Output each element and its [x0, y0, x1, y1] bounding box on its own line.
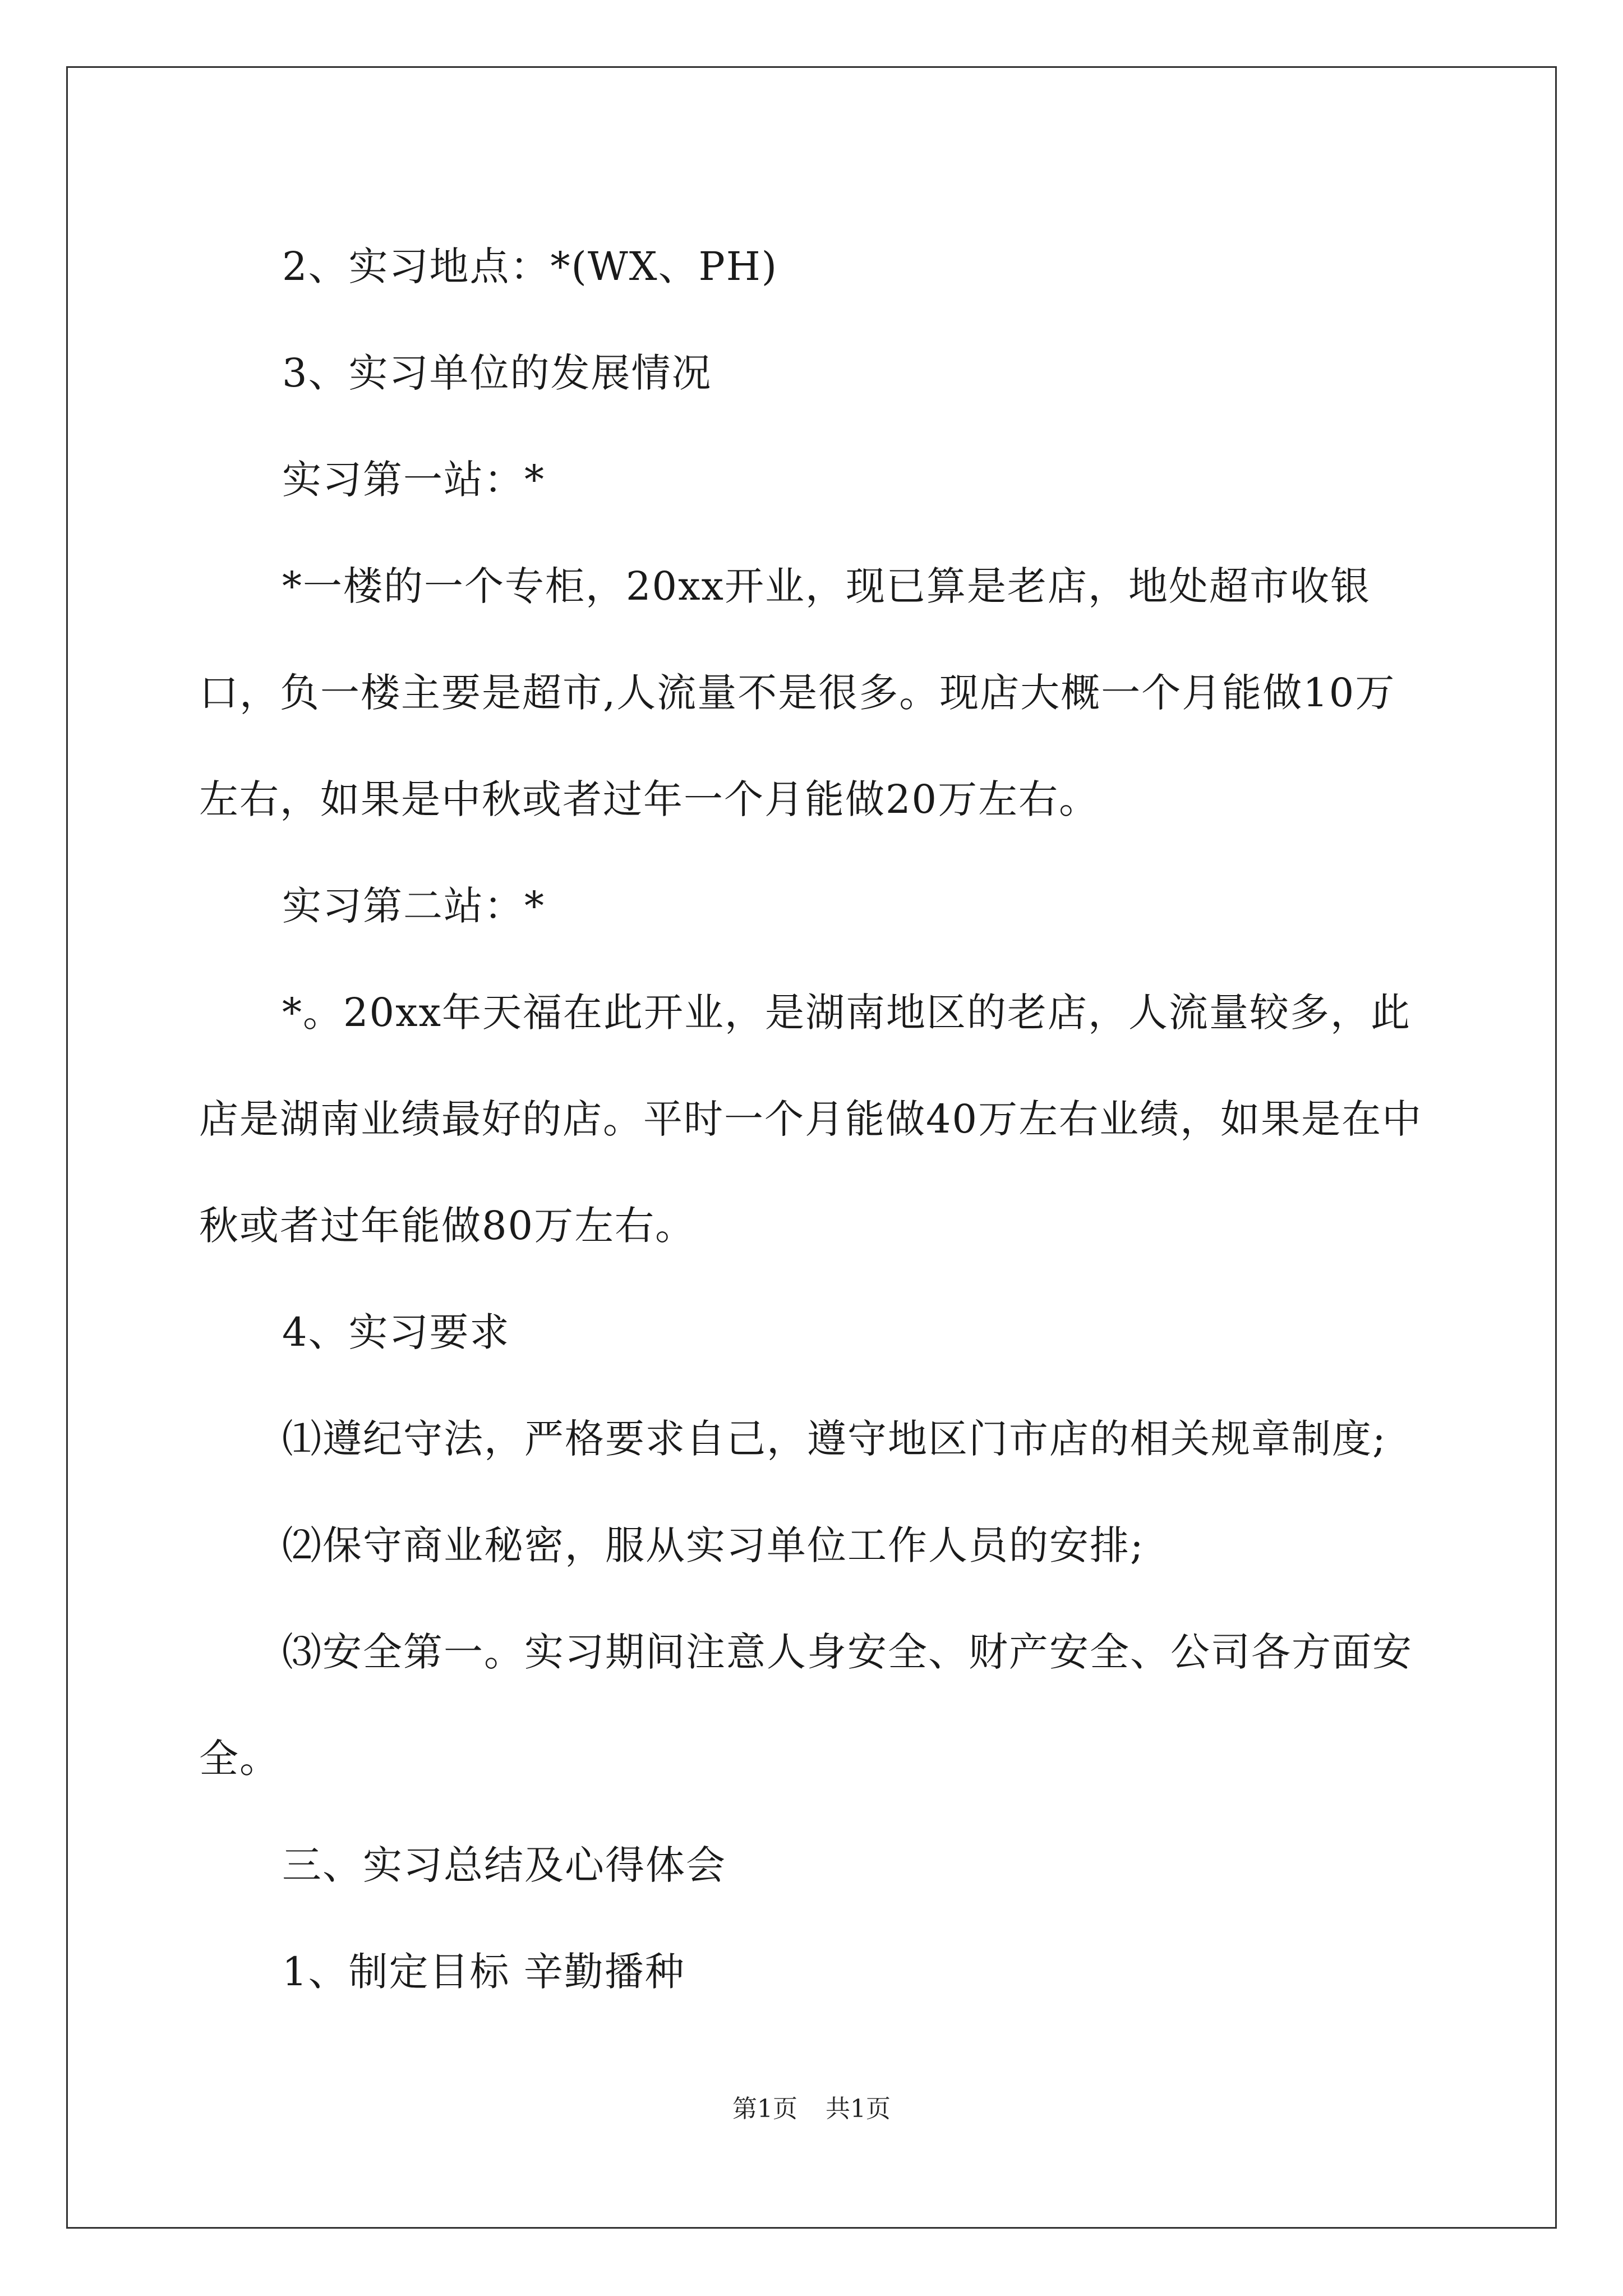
- paragraph-summary: 三、实习总结及心得体会: [282, 1842, 726, 1888]
- paragraph-req2: ⑵保守商业秘密，服从实习单位工作人员的安排;: [282, 1522, 1145, 1568]
- paragraph-station2-body: *。20xx年天福在此开业，是湖南地区的老店，人流量较多，此店是湖南业绩最好的店。平时一个月能做40万左右业绩，如果是在中秋或者过年能做80万左右。: [199, 990, 1423, 1249]
- page-number-current: 第1页: [732, 2095, 797, 2123]
- paragraph-station1-body: *一楼的一个专柜，20xx开业，现已算是老店，地处超市收银口，负一楼主要是超市,人流量不是很多。现店大概一个月能做10万左右，如果是中秋或者过年一个月能做20万左右。: [199, 563, 1396, 822]
- paragraph-req3: ⑶安全第一。实习期间注意人身安全、财产安全、公司各方面安全。: [199, 1629, 1413, 1782]
- paragraph-requirements: 4、实习要求: [282, 1309, 510, 1355]
- paragraph-station2-title: 实习第二站：*: [282, 883, 545, 929]
- page-number-total: 共1页: [826, 2095, 891, 2123]
- paragraph-goal: 1、制定目标 辛勤播种: [282, 1949, 685, 1995]
- page-footer: [0, 2092, 1623, 2126]
- paragraph-development: 3、实习单位的发展情况: [282, 350, 712, 396]
- paragraph-req1: ⑴遵纪守法，严格要求自己，遵守地区门市店的相关规章制度;: [282, 1416, 1387, 1462]
- paragraph-station1-title: 实习第一站：*: [282, 457, 545, 503]
- paragraph-location: 2、实习地点：*(WX、PH): [282, 243, 778, 289]
- document-body: [199, 213, 1433, 2025]
